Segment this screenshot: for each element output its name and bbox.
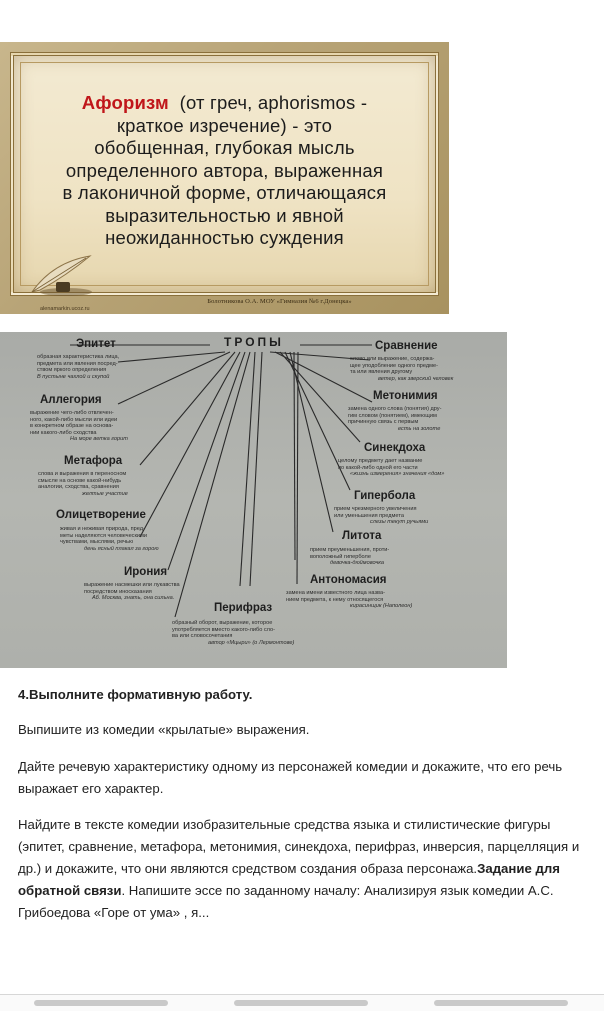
trope-epithet-name: Эпитет — [76, 338, 116, 350]
trope-antonomasia-name: Антономасия — [310, 574, 387, 586]
feedback-task-label: Задание для обратной связи — [18, 861, 560, 898]
task-paragraph-3: Найдите в тексте комедии изобразительные средства языка и стилистические фигуры (эпитет, сравнение, метафора, метонимия, синекдоха, перифраз, инверсия, парцелляция и др.) и докажите, что они являются средством создания образа персонажа.Задание для обратной связи. Напишите эссе по заданному началу: Анализируя язык комедии А.С. Грибоедова «Горе от ума» , я... — [18, 817, 580, 920]
trope-periphrasis-desc: образный оборот, выражение, которое употребляется вместо какого-либо сло- ва или словосочетания автор «Мцыри» (о Лермонтове) — [172, 620, 295, 646]
aphorism-line-1: Афоризм (от греч, aphorismos - — [81, 92, 368, 113]
tropes-diagram-image — [0, 332, 507, 668]
slide-site: alenamarkin.ucoz.ru — [40, 306, 90, 312]
trope-metaphor-name: Метафора — [64, 455, 123, 467]
trope-antonomasia-desc: замена имени известного лица назва- нием предмета, к нему относящегося кирасинщик (Наполеон) — [286, 590, 413, 610]
aphorism-line-5: в лаконичной форме, отличающаяся — [62, 182, 387, 203]
aphorism-line-3: обобщенная, глубокая мысль — [94, 137, 355, 158]
page-indicator-bar — [0, 994, 604, 1011]
page-indicator-2[interactable] — [234, 1000, 368, 1006]
trope-personification-name: Олицетворение — [56, 509, 146, 521]
aphorism-line-7: неожиданностью суждения — [105, 227, 344, 248]
aphorism-term: Афоризм — [81, 92, 169, 113]
task-paragraph-1: Выпишите из комедии «крылатые» выражения. — [18, 722, 310, 737]
trope-comparison-desc: слово или выражение, содержа- щее уподобление одного предме- та или явления другому ветер, как зверский человек — [350, 356, 454, 382]
quill-feather-icon — [26, 252, 96, 298]
trope-metaphor-desc: слова и выражения в переносном смысле на основе какой-нибудь аналогии, сходства, сравнения желтые участие — [38, 471, 128, 497]
trope-periphrasis-name: Перифраз — [214, 602, 273, 614]
trope-litotes-name: Литота — [342, 530, 382, 542]
aphorism-definition — [22, 92, 427, 250]
trope-metonymy-desc: замена одного слова (понятия) дру- гим словом (понятием), имеющим причинную связь с первым есть на золоте — [348, 406, 442, 432]
trope-hyperbole-name: Гипербола — [354, 490, 416, 502]
trope-personification-desc: живая и неживая природа, пред- меты наделяются человеческими чувствами, мыслями, речью день ясный плакал за горою — [60, 526, 159, 552]
page-indicator-1[interactable] — [34, 1000, 168, 1006]
trope-irony-name: Ирония — [124, 566, 168, 578]
trope-hyperbole-desc: прием чрезмерного увеличения или уменьшения предмета слезы текут ручьями — [334, 506, 429, 526]
trope-synecdoche-desc: целому предмету дает название по какой-либо одной его части «жизнь измерения» значения «дом» — [338, 458, 445, 478]
aphorism-line-6: выразительностью и явной — [105, 204, 344, 226]
aphorism-slide-image — [0, 42, 449, 314]
trope-allegory-name: Аллегория — [40, 394, 102, 406]
tropes-title: ТРОПЫ — [224, 335, 284, 349]
trope-comparison-name: Сравнение — [375, 340, 438, 352]
trope-litotes-desc: прием преуменьшения, проти- воположный гиперболе девочка-дюймовочка — [310, 547, 390, 567]
page-indicator-3[interactable] — [434, 1000, 568, 1006]
task-paragraph-2: Дайте речевую характеристику одному из персонажей комедии и докажите, что его речь выражает его характер. — [18, 759, 563, 796]
task-heading: 4.Выполните формативную работу. — [18, 687, 253, 702]
trope-metonymy-name: Метонимия — [373, 390, 438, 402]
trope-epithet-desc: образная характеристика лица, предмета или явления посред- ством яркого определения В пустыне чахлой и скупой — [37, 354, 120, 380]
slide-credit: Болотникова О.А. МОУ «Гимназия №6 г.Донецка» — [207, 298, 352, 305]
aphorism-line-4: определенного автора, выраженная — [65, 159, 384, 181]
trope-irony-desc: выражение насмешки или лукавства посредством иносказания Аб. Москва, знать, она сильна. — [84, 582, 180, 602]
aphorism-line-2: краткое изречение) - это — [116, 114, 333, 136]
tropes-connector-lines — [0, 332, 507, 668]
trope-synecdoche-name: Синекдоха — [364, 442, 426, 454]
trope-allegory-desc: выражение чего-либо отвлечен- ного, какой-либо мысли или идеи в конкретном образе на основа- нии какого-либо сходства На море ветка горит — [30, 410, 128, 443]
